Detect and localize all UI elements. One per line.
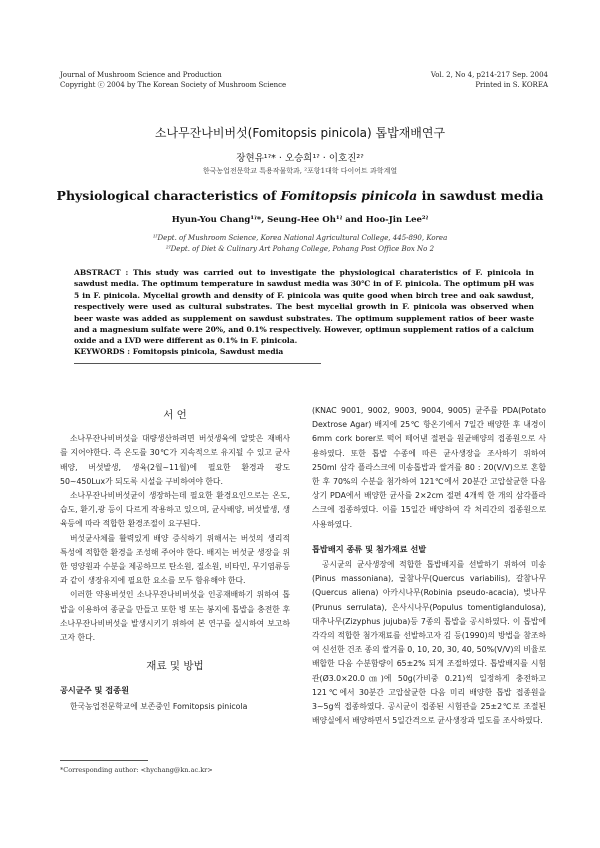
intro-paragraph-3: 버섯균사체를 활력있게 배양 증식하기 위해서는 버섯의 생리적 특성에 적합한 환경을 조성해 주어야 한다. 배지는 버섯균 생장을 위한 영양원과 수분을 제공하므로 탄소원, 질소원, 비타민, 무기염류등과 같이 생장유지에 필요한 요소를 모두 함유해야 한다. xyxy=(60,533,290,586)
inoculum-text: (KNAC 9001, 9002, 9003, 9004, 9005) 균주를 PDA(Potato Dextrose Agar) 배지에 25℃ 항온기에서 7일간 배양한 후 내경이 6mm cork borer로 떡어 떼어낸 절편을 원균배양의 접종원으로 사용하였다. 또한 톱밥 수종에 따른 균사생장을 조사하기 위하여 250ml 삼각 플라스크에 미송톱밥과 쌀겨를 80 : 20(V/V)으로 혼합한 후 70%의 수분을 첨가하여 121℃에서 20분간 고압살균한 다음 상기 PDA에서 배양한 균사를 2×2cm 절편 4개씩 한 개의 삼각플라스크에 접종하였다. 이를 15일간 배양하여 각 처리간의 접종원으로 사용하였다. xyxy=(312,406,546,529)
sawdust-text: 공시균의 균사생장에 적합한 톱밥배지를 선발하기 위하여 미송(Pinus massoniana), 굴참나무(Quercus variabilis), 갈참나무(Quercus aliena) 아카시나무(Robinia pseudo-acacia), 벚나무(Prunus serrulata), 은사시나무(Populus tomentiglandulosa), 대추나무(Zizyphus jujuba)등 7종의 톱밥을 공시하였다. 이 톱밥에 각각의 적합한 첨가재료를 선발하고자 김 등(1990)의 방법을 참조하여 신선한 건조 종의 쌀겨를 0, 10, 20, 30, 40, 50%(V/V)의 비율로 배합한 다음 수분함량이 65±2% 되게 조절하였다. 톱밥배지를 시험관(Ø3.0×20.0㎝)에 50g(가비중 0.21)씩 일정하게 충전하고 121℃에서 30분간 고압살균한 다음 미리 배양한 톱밥 접종원을 3~5g씩 접종하였다. 공시균이 접종된 시험관을 25±2℃로 조절된 배양실에서 배양하면서 5일간격으로 균사생장과 밀도를 조사하였다. xyxy=(312,560,546,726)
methods-heading: 재료 및 방법 xyxy=(146,660,204,673)
corresponding-author-note: *Corresponding author: <hychang@kn.ac.kr> xyxy=(60,766,213,774)
affiliation-1: ¹ˀDept. of Mushroom Science, Korea National Agricultural College, 445-890, Korea xyxy=(152,234,448,242)
volume-info: Vol. 2, No 4, p214-217 Sep. 2004 xyxy=(430,71,548,79)
journal-name: Journal of Mushroom Science and Production xyxy=(60,71,222,79)
right-column xyxy=(312,404,546,728)
printed-in: Printed in S. KOREA xyxy=(475,80,548,89)
footnote-divider xyxy=(60,760,148,761)
affiliations-english xyxy=(0,233,600,254)
intro-paragraph-1: 소나무잔나비버섯을 대량생산하려면 버섯생육에 알맞은 재배사를 지어야한다. 즉 온도를 30℃가 지속적으로 유지될 수 있고 균사배양, 버섯발생, 생육(2월~11월)에 필요한 환경과 광도 50~450Lux가 되도록 시설을 구비하여야 한다. xyxy=(60,434,290,486)
authors-korean: 장현유¹ˀ* · 오승희¹ˀ · 이호진²ˀ xyxy=(236,153,364,164)
sawdust-subheading: 톱밥배지 종류 및 첨가재료 선발 xyxy=(312,543,427,554)
title-english-prefix: Physiological characteristics of xyxy=(56,188,281,203)
intro-heading: 서 언 xyxy=(163,409,187,421)
copyright-line: Copyright ⓒ 2004 by The Korean Society of Mushroom Science xyxy=(60,80,287,89)
affiliation-2: ²ˀDept. of Diet & Culinary Art Pohang College, Pohang Post Office Box No 2 xyxy=(165,244,435,253)
strain-text: 한국농업전문학교에 보존중인 Fomitopsis pinicola xyxy=(70,701,248,711)
strain-subheading: 공시균주 및 접종원 xyxy=(60,685,129,696)
intro-paragraph-2: 소나무잔나비버섯균이 생장하는데 필요한 환경요인으로는 온도, 습도, 환기,광 등이 다르게 작용하고 있으며, 균사배양, 버섯발생, 생육등에 따라 적합한 환경조절이 요구된다. xyxy=(60,491,290,529)
keywords: KEYWORDS : Fomitopsis pinicola, Sawdust media xyxy=(74,347,284,356)
affiliation-korean: 한국농업전문학교 특용작물학과, ²포항1대학 다이어트 과학계열 xyxy=(202,167,398,175)
authors-english: Hyun-You Chang¹ˀ*, Seung-Hee Oh¹ˀ and Hoo-Jin Lee²ˀ xyxy=(171,215,429,225)
title-english-suffix: in sawdust media xyxy=(417,188,544,203)
title-korean: 소나무잔나비버섯(Fomitopsis pinicola) 톱밥재배연구 xyxy=(154,126,446,140)
abstract-divider xyxy=(74,363,321,364)
abstract: ABSTRACT : This study was carried out to investigate the physiological charateristics of F. pinicola in sawdust media. The optimum temperature in sawdust media was 30℃ in of F. pinicola. The optimum pH was 5 in F. pinicola. Mycelial growth and density of F. pinicola was quite good when birch tree and oak sawdust, respectively were used as cultural substrates. The best mycelial growth in F. pinicola was observed when beer waste was added as supplement on sawdust substrates. The optimum supplement ratios of beer waste and a magnesium sulfate were 20%, and 0.1% respectively. However, optimun supplement ratios of a calcium oxide and a LVD were different as 0.1% in F. pinicola. xyxy=(74,268,534,346)
left-column xyxy=(60,404,290,714)
journal-header-left xyxy=(60,71,286,90)
journal-header-right xyxy=(431,71,548,90)
title-english-species: Fomitopsis pinicola xyxy=(280,188,418,203)
intro-paragraph-4: 이러한 약용버섯인 소나무잔나비버섯을 인공재배하기 위하여 톱밥을 이용하여 종균을 만들고 또한 병 또는 봉지에 톱밥을 충전한 후 소나무잔나비버섯을 발생시키기 위하여 본 연구를 실시하여 보고하고자 한다. xyxy=(60,590,290,643)
title-english xyxy=(0,188,600,203)
